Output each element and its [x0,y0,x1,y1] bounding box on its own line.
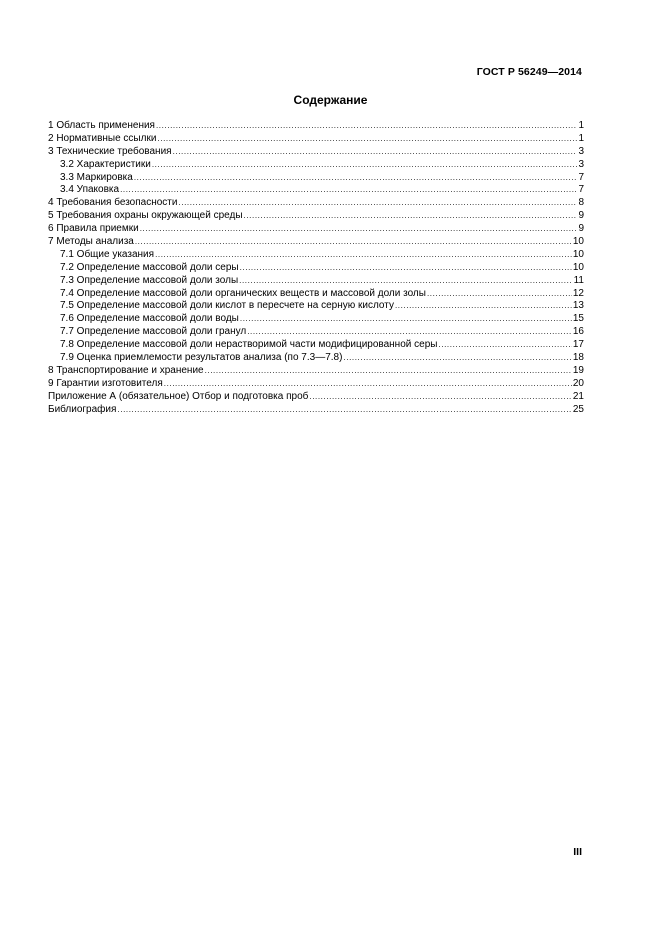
page-number: III [573,846,582,858]
toc-dot-leader [135,236,572,249]
toc-entry-label: 6 Правила приемки [48,223,139,235]
toc-dot-leader [178,197,577,210]
toc-entry-label: 7.6 Определение массовой доли воды [60,313,239,325]
toc-dot-leader [247,326,572,339]
toc-dot-leader [156,120,577,133]
toc-entry-label: 7.3 Определение массовой доли золы [60,274,239,286]
toc-entry-page: 10 [572,261,584,273]
toc-subentry[interactable] [48,288,584,301]
toc-dot-leader [152,159,578,172]
toc-dot-leader [427,288,572,301]
toc-dot-leader [438,339,571,352]
toc-entry[interactable] [48,223,584,236]
toc-entry[interactable] [48,378,584,391]
toc-entry-page: 7 [578,184,584,196]
toc-entry-page: 11 [573,274,584,286]
toc-subentry[interactable] [48,172,584,185]
toc-dot-leader [155,249,572,262]
toc-entry-page: 20 [572,377,584,389]
toc-subentry[interactable] [48,326,584,339]
toc-dot-leader [395,300,572,313]
toc-entry-label: 7.1 Общие указания [60,248,155,260]
toc-entry-page: 3 [578,145,584,157]
toc-subentry[interactable] [48,275,584,288]
toc-entry-page: 13 [572,300,584,312]
toc-title: Содержание [293,93,368,107]
toc-entry[interactable] [48,120,584,133]
toc-entry-page: 9 [578,210,584,222]
toc-entry-page: 21 [572,390,584,402]
toc-entry-label: Библиография [48,403,117,415]
toc-entry-page: 17 [572,339,584,351]
toc-entry-page: 12 [572,287,584,299]
toc-entry-page: 3 [578,158,584,170]
toc-entry-page: 15 [572,313,584,325]
toc-entry[interactable] [48,365,584,378]
toc-subentry[interactable] [48,249,584,262]
toc-entry-label: 7.9 Оценка приемлемости результатов анализа (по 7.3—7.8) [60,352,343,364]
toc-entry-page: 10 [572,248,584,260]
toc-entry-label: 5 Требования охраны окружающей среды [48,210,243,222]
toc-subentry[interactable] [48,352,584,365]
toc-entry-label: 7.5 Определение массовой доли кислот в пересчете на серную кислоту [60,300,394,312]
toc-entry[interactable] [48,133,584,146]
toc-entry-page: 19 [572,364,584,376]
toc-entry-label: 9 Гарантии изготовителя [48,377,163,389]
toc-dot-leader [164,378,572,391]
toc-dot-leader [205,365,572,378]
toc-entry[interactable] [48,404,584,417]
toc-dot-leader [134,172,578,185]
toc-entry[interactable] [48,210,584,223]
toc-entry-label: 7.4 Определение массовой доли органических веществ и массовой доли золы [60,287,426,299]
toc-dot-leader [117,404,571,417]
toc-dot-leader [157,133,577,146]
toc-dot-leader [239,275,572,288]
toc-entry-page: 18 [572,352,584,364]
toc-entry-page: 7 [578,171,584,183]
toc-dot-leader [343,352,571,365]
toc-entry-page: 16 [572,326,584,338]
toc-entry-label: 4 Требования безопасности [48,197,178,209]
toc-entry-page: 10 [572,236,584,248]
toc-subentry[interactable] [48,159,584,172]
toc-entry-label: Приложение А (обязательное) Отбор и подготовка проб [48,390,309,402]
toc-entry-label: 3.3 Маркировка [60,171,133,183]
toc-entry-page: 1 [578,132,584,144]
toc-dot-leader [244,210,578,223]
toc-entry-label: 8 Транспортирование и хранение [48,364,204,376]
toc-entry-label: 1 Область применения [48,120,155,131]
toc-entry-page: 8 [578,197,584,209]
toc-subentry[interactable] [48,184,584,197]
toc-entry-label: 3.4 Упаковка [60,184,120,196]
table-of-contents [48,120,584,416]
toc-entry[interactable] [48,391,584,404]
toc-dot-leader [309,391,572,404]
toc-subentry[interactable] [48,313,584,326]
toc-entry[interactable] [48,236,584,249]
toc-dot-leader [240,262,572,275]
toc-entry-label: 7.2 Определение массовой доли серы [60,261,239,273]
toc-entry-label: 3.2 Характеристики [60,158,151,170]
toc-dot-leader [173,146,578,159]
toc-entry-label: 2 Нормативные ссылки [48,132,157,144]
document-code: ГОСТ Р 56249—2014 [476,66,582,78]
toc-entry-page: 25 [572,403,584,415]
toc-subentry[interactable] [48,300,584,313]
toc-dot-leader [140,223,578,236]
toc-entry-label: 7 Методы анализа [48,236,134,248]
toc-entry-label: 7.7 Определение массовой доли гранул [60,326,247,338]
toc-dot-leader [120,184,577,197]
toc-entry[interactable] [48,197,584,210]
toc-subentry[interactable] [48,262,584,275]
toc-entry-label: 7.8 Определение массовой доли нерастворимой части модифицированной серы [60,339,438,351]
toc-dot-leader [240,313,572,326]
toc-subentry[interactable] [48,339,584,352]
toc-entry-page: 9 [578,223,584,235]
toc-entry-page: 1 [578,120,584,131]
toc-entry[interactable] [48,146,584,159]
toc-entry-label: 3 Технические требования [48,145,172,157]
